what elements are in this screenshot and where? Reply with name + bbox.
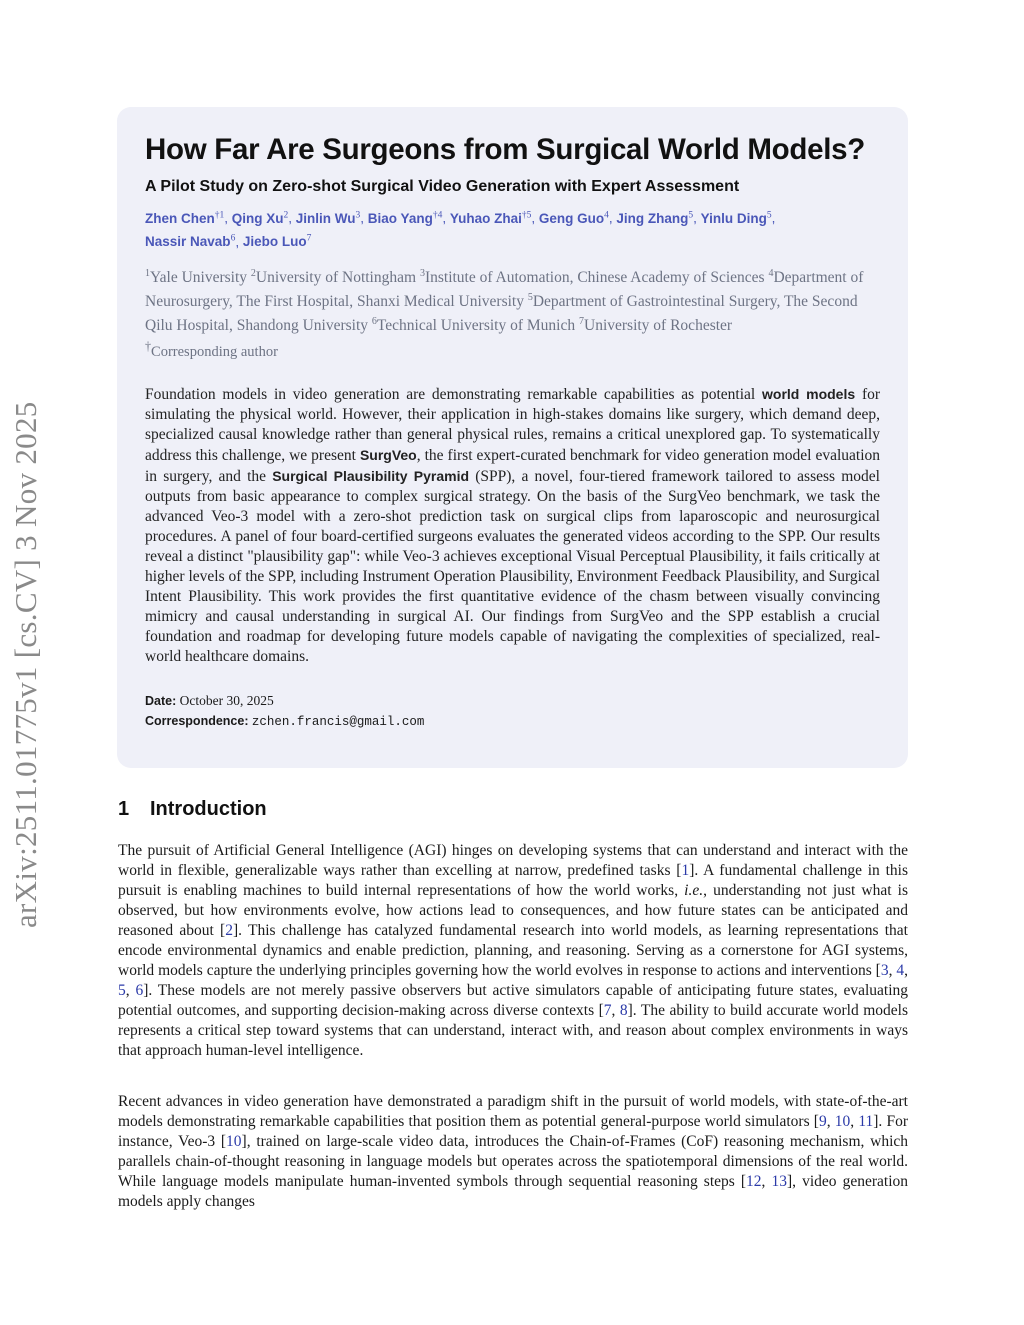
author[interactable]: Yinlu Ding$^5$	[700, 210, 772, 226]
citation-link[interactable]: 11	[858, 1113, 874, 1130]
affiliations: $^1$Yale University $^2$University of Nottingham $^3$Institute of Automation, Chinese Academy of Sciences $^4$Department of Neurosurgery, The First Hospital, Shanxi Medical University $^5$Department of Gastrointestinal Surgery, The Second Qilu Hospital, Shandong University $^6$Technical University of Munich $^7$University of Rochester	[145, 268, 864, 335]
paper-title: How Far Are Surgeons from Surgical World Models?	[145, 133, 865, 166]
date-line: Date: October 30, 2025	[145, 693, 274, 709]
author[interactable]: Jinlin Wu$^3$	[295, 210, 361, 226]
citation-link[interactable]: 3	[880, 962, 889, 979]
intro-paragraph-1: The pursuit of Artificial General Intelligence (AGI) hinges on developing systems that can understand and interact with the world in flexible, generalizable ways rather than excelling at narrow, predefined tasks [1]. A fundamental challenge in this pursuit is enabling machines to build internal representations of how the world works, i.e., understanding not just what is observed, but how environments evolve, how actions lead to consequences, and how future states can be anticipated and reasoned about [2]. This challenge has catalyzed fundamental research into world models, as learning representations that encode environmental dynamics and enable prediction, planning, and reasoning. Serving as a cornerstone for AGI systems, world models capture the underlying principles governing how the world evolves in response to actions and interventions [3, 4, 5, 6]. These models are not merely passive observers but active simulators capable of anticipating future states, evaluating potential outcomes, and supporting decision-making across diverse contexts [7, 8]. The ability to build accurate world models represents a critical step toward systems that can understand, interact with, and reason about complex environments in ways that approach human-level intelligence.	[118, 842, 908, 1059]
author[interactable]: Zhen Chen$^{\dagger 1}$	[145, 210, 225, 226]
citation-link[interactable]: 6	[135, 982, 144, 999]
citation-link[interactable]: 13	[771, 1173, 787, 1190]
author[interactable]: Qing Xu$^2$	[231, 210, 289, 226]
author[interactable]: Geng Guo$^4$	[538, 210, 609, 226]
author[interactable]: Yuhao Zhai$^{\dagger 5}$	[449, 210, 532, 226]
arxiv-side-banner: arXiv:2511.01775v1 [cs.CV] 3 Nov 2025	[8, 401, 43, 929]
paper-subtitle: A Pilot Study on Zero-shot Surgical Video Generation with Expert Assessment	[145, 178, 740, 195]
citation-link[interactable]: 4	[896, 962, 905, 979]
title-block	[117, 107, 908, 768]
citation-link[interactable]: 12	[746, 1173, 762, 1190]
correspondence-email[interactable]: zchen.francis@gmail.com	[251, 715, 425, 730]
citation-link[interactable]: 10	[834, 1113, 851, 1130]
paper-meta	[145, 691, 880, 732]
section-heading: 1 Introduction	[118, 798, 267, 820]
citation-link[interactable]: 9	[818, 1113, 827, 1130]
citation-link[interactable]: 1	[681, 862, 690, 879]
author-list: Zhen Chen$^{\dagger 1}$, Qing Xu$^2$, Jinlin Wu$^3$, Biao Yang$^{\dagger 4}$, Yuhao Zhai$^{\dagger 5}$, Geng Guo$^4$, Jing Zhang$^5$, Yinlu Ding$^5$, Nassir Navab$^6$, Jiebo Luo$^7$	[145, 210, 776, 249]
author[interactable]: Jiebo Luo$^7$	[242, 233, 312, 249]
author[interactable]: Biao Yang$^{\dagger 4}$	[367, 210, 443, 226]
correspondence-line: Correspondence: zchen.francis@gmail.com	[145, 714, 425, 730]
intro-paragraph-2: Recent advances in video generation have demonstrated a paradigm shift in the pursuit of world models, with state-of-the-art models demonstrating remarkable capabilities that position them as potential general-purpose world simulators [9, 10, 11]. For instance, Veo-3 [10], trained on large-scale video data, introduces the Chain-of-Frames (CoF) reasoning mechanism, which parallels chain-of-thought reasoning in language models but operates across the spatiotemporal dimensions of the real world. While language models manipulate human-invented symbols through sequential reasoning steps [12, 13], video generation models apply changes	[118, 1093, 909, 1210]
author[interactable]: Nassir Navab$^6$	[145, 233, 236, 249]
citation-link[interactable]: 8	[619, 1002, 628, 1019]
citation-link[interactable]: 10	[226, 1133, 242, 1150]
corresponding-author-note: †Corresponding author	[145, 339, 278, 361]
abstract: Foundation models in video generation are demonstrating remarkable capabilities as potential world models for simulating the physical world. However, their application in high-stakes domains like surgery, which demand deep, specialized causal knowledge rather than general physical rules, remains a critical unexplored gap. To systematically address this challenge, we present SurgVeo, the first expert-curated benchmark for video generation model evaluation in surgery, and the Surgical Plausibility Pyramid (SPP), a novel, four-tiered framework tailored to assess model outputs from basic appearance to complex surgical strategy. On the basis of the SurgVeo benchmark, we task the advanced Veo-3 model with a zero-shot prediction task on surgical clips from laparoscopic and neurosurgical procedures. A panel of four board-certified surgeons evaluates the generated videos according to the SPP. Our results reveal a distinct "plausibility gap": while Veo-3 achieves exceptional Visual Perceptual Plausibility, it fails critically at higher levels of the SPP, including Instrument Operation Plausibility, Environment Feedback Plausibility, and Surgical Intent Plausibility. This work provides the first quantitative evidence of the chasm between visually convincing mimicry and causal understanding in surgical AI. Our findings from SurgVeo and the SPP establish a crucial foundation and roadmap for developing future models capable of navigating the complexities of specialized, real-world healthcare domains.	[145, 386, 881, 666]
citation-link[interactable]: 5	[118, 982, 126, 999]
citation-link[interactable]: 2	[225, 922, 233, 939]
citation-link[interactable]: 7	[603, 1002, 612, 1019]
author[interactable]: Jing Zhang$^5$	[616, 210, 694, 226]
